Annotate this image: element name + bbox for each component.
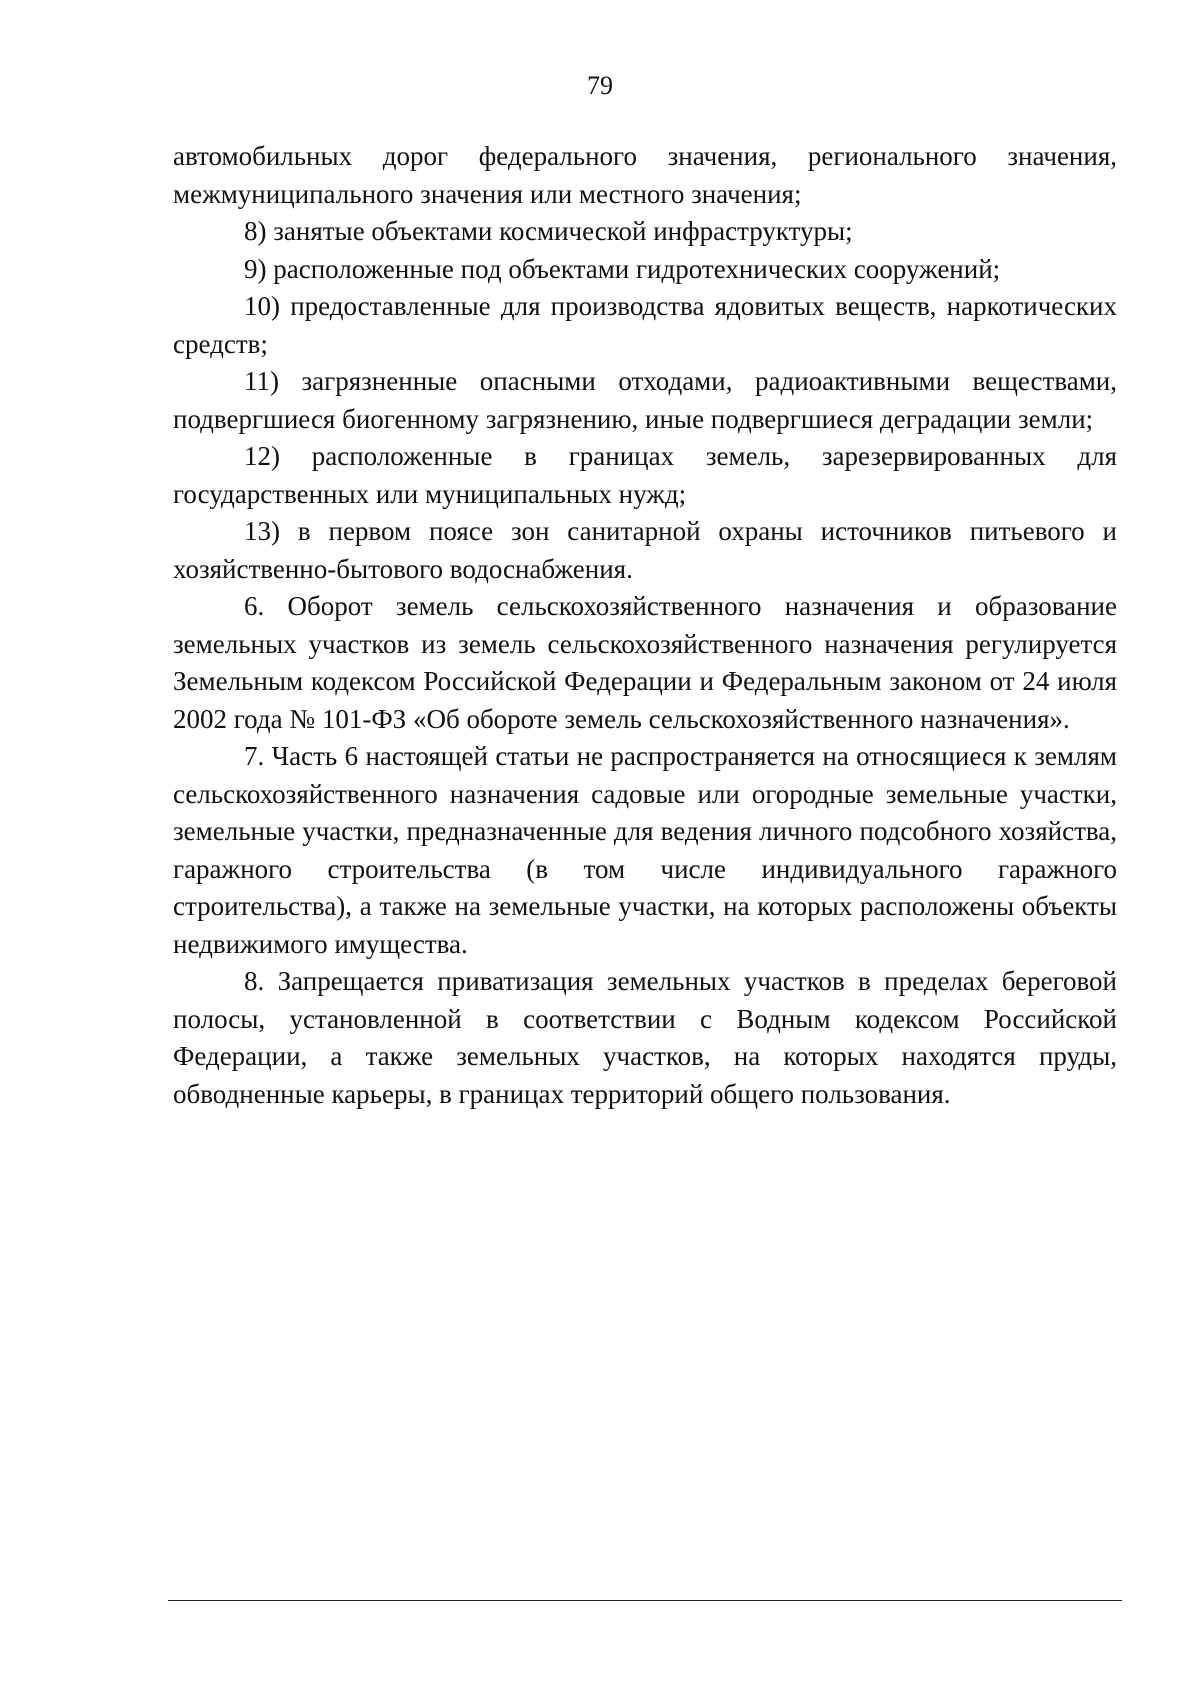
article-part-6: 6. Оборот земель сельскохозяйственного назначения и образование земельных участков из земель сельскохозяйственного назначения регулируется Земельным кодексом Российской Федерации и Федеральным законом от 24 июля 2002 года № 101-ФЗ «Об обороте земель сельскохозяйственного назначения». (173, 591, 1117, 734)
list-item-12: 12) расположенные в границах земель, зарезервированных для государственных или муниципальных нужд; (173, 441, 1117, 509)
list-item-11: 11) загрязненные опасными отходами, радиоактивными веществами, подвергшиеся биогенному загрязнению, иные подвергшиеся деградации земли; (173, 366, 1117, 434)
list-item-10: 10) предоставленные для производства ядовитых веществ, наркотических средств; (173, 291, 1117, 359)
list-item-8: 8) занятые объектами космической инфраструктуры; (244, 216, 853, 246)
article-part-8: 8. Запрещается приватизация земельных участков в пределах береговой полосы, установленной в соответствии с Водным кодексом Российской Федерации, а также земельных участков, на которых находятся пруды, обводненные карьеры, в границах территорий общего пользования. (173, 966, 1117, 1109)
list-item-9: 9) расположенные под объектами гидротехнических сооружений; (244, 253, 1001, 284)
list-item-13: 13) в первом поясе зон санитарной охраны источников питьевого и хозяйственно-бытового водоснабжения. (173, 516, 1117, 584)
page-number: 79 (587, 71, 613, 100)
document-body (173, 138, 1117, 1113)
paragraph-continuation: автомобильных дорог федерального значения, регионального значения, межмуниципального значения или местного значения; (173, 141, 1117, 209)
article-part-7: 7. Часть 6 настоящей статьи не распространяется на относящиеся к землям сельскохозяйственного назначения садовые или огородные земельные участки, земельные участки, предназначенные для ведения личного подсобного хозяйства, гаражного строительства (в том числе индивидуального гаражного строительства), а также на земельные участки, на которых расположены объекты недвижимого имущества. (173, 741, 1117, 959)
footer-divider (168, 1600, 1122, 1601)
